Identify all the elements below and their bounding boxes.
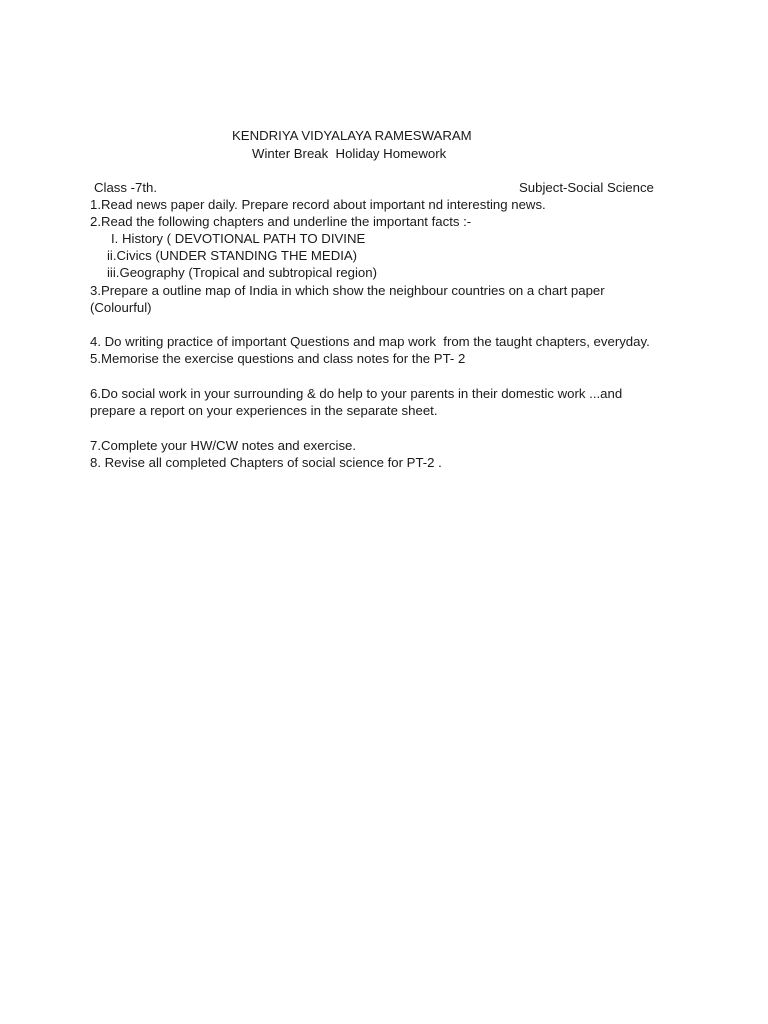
homework-subitem-geography: iii.Geography (Tropical and subtropical region) (107, 265, 377, 280)
homework-item-4: 4. Do writing practice of important Questions and map work from the taught chapters, everyday. (90, 334, 650, 349)
homework-item-5: 5.Memorise the exercise questions and class notes for the PT- 2 (90, 351, 466, 366)
homework-item-8: 8. Revise all completed Chapters of social science for PT-2 . (90, 455, 442, 470)
homework-item-2: 2.Read the following chapters and underline the important facts :- (90, 214, 472, 229)
homework-item-1: 1.Read news paper daily. Prepare record about important nd interesting news. (90, 197, 546, 212)
subject-label: Subject-Social Science (519, 180, 654, 195)
homework-item-6: 6.Do social work in your surrounding & do help to your parents in their domestic work ...and (90, 386, 623, 401)
homework-item-7: 7.Complete your HW/CW notes and exercise. (90, 438, 357, 453)
homework-title: Winter Break Holiday Homework (252, 146, 447, 161)
homework-subitem-civics: ii.Civics (UNDER STANDING THE MEDIA) (107, 248, 358, 263)
homework-item-3: 3.Prepare a outline map of India in which show the neighbour countries on a chart paper (90, 283, 605, 298)
homework-subitem-history: I. History ( DEVOTIONAL PATH TO DIVINE (111, 231, 366, 246)
school-name-heading: KENDRIYA VIDYALAYA RAMESWARAM (232, 128, 472, 143)
class-label: Class -7th. (94, 180, 158, 195)
homework-item-6-continued: prepare a report on your experiences in the separate sheet. (90, 403, 438, 418)
homework-item-3-continued: (Colourful) (90, 300, 152, 315)
